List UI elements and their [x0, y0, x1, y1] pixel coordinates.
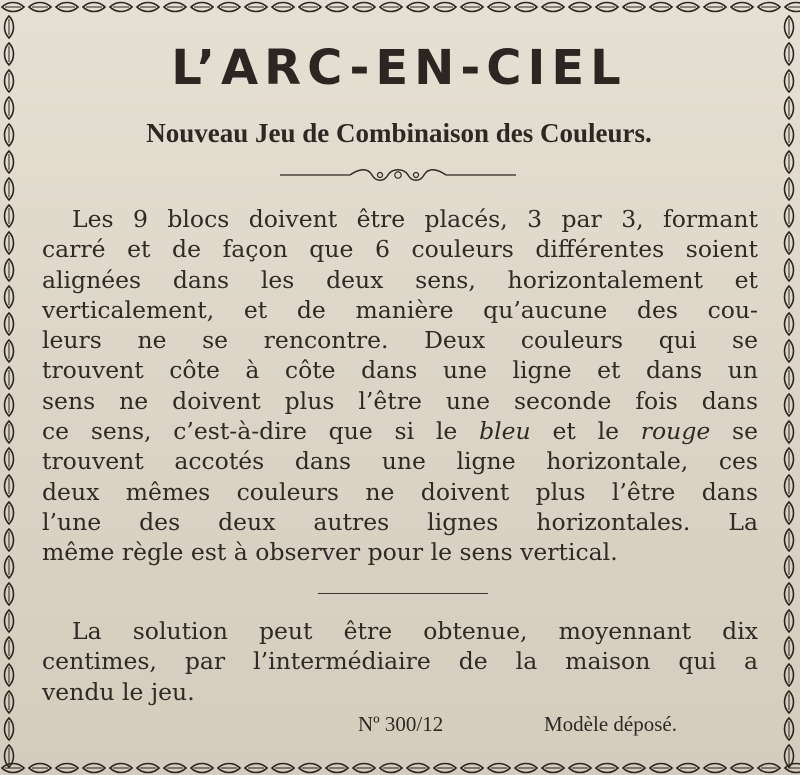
rules-line: trouvent accotés dans une ligne horizontale, ces	[42, 447, 758, 476]
border-leaf	[785, 16, 794, 38]
rules-line: sens ne doivent plus l’être une seconde fois dans	[42, 386, 758, 415]
border-leaf	[785, 178, 794, 200]
color-word-bleu: bleu	[479, 417, 531, 446]
border-leaf	[110, 764, 132, 773]
border-leaf	[569, 764, 591, 773]
border-leaf	[785, 205, 794, 227]
border-leaf	[5, 664, 14, 686]
border-leaf	[5, 43, 14, 65]
border-leaf	[5, 97, 14, 119]
border-leaf	[731, 764, 753, 773]
rules-line: leurs ne se rencontre. Deux couleurs qui se	[42, 326, 758, 355]
border-leaf	[56, 3, 78, 12]
document-subtitle: Nouveau Jeu de Combinaison des Couleurs.	[146, 118, 652, 148]
rules-paragraph	[42, 204, 758, 568]
border-leaf	[785, 232, 794, 254]
border-leaf	[164, 764, 186, 773]
border-leaf	[5, 286, 14, 308]
border-leaf	[785, 745, 794, 767]
solution-line: vendu le jeu.	[42, 677, 195, 706]
border-leaf	[5, 529, 14, 551]
border-leaf	[785, 286, 794, 308]
color-word-rouge: rouge	[640, 417, 711, 446]
border-leaf	[5, 610, 14, 632]
border-leaf	[218, 764, 240, 773]
border-leaf	[5, 745, 14, 767]
border-leaf	[272, 764, 294, 773]
border-leaf	[299, 3, 321, 12]
border-leaf	[596, 764, 618, 773]
border-leaf	[461, 764, 483, 773]
border-leaf	[353, 764, 375, 773]
border-leaf	[2, 3, 24, 12]
border-leaf	[785, 556, 794, 578]
border-leaf	[29, 3, 51, 12]
border-leaf	[5, 259, 14, 281]
flourish-ornament	[280, 165, 516, 185]
border-leaf	[785, 151, 794, 173]
solution-paragraph	[42, 616, 758, 707]
border-leaf	[704, 3, 726, 12]
border-leaf	[5, 448, 14, 470]
border-leaf	[515, 764, 537, 773]
border-leaf	[407, 3, 429, 12]
border-leaf	[785, 448, 794, 470]
border-leaf	[488, 764, 510, 773]
border-leaf	[137, 764, 159, 773]
border-leaf	[515, 3, 537, 12]
document-title: L’ARC-EN-CIEL	[171, 40, 627, 96]
border-right	[785, 16, 794, 767]
border-leaf	[29, 764, 51, 773]
border-leaf	[488, 3, 510, 12]
border-leaf	[5, 16, 14, 38]
border-leaf	[83, 764, 105, 773]
border-leaf	[407, 764, 429, 773]
border-leaf	[650, 3, 672, 12]
border-leaf	[434, 3, 456, 12]
border-leaf	[623, 764, 645, 773]
border-leaf	[272, 3, 294, 12]
border-leaf	[623, 3, 645, 12]
border-leaf	[164, 3, 186, 12]
border-leaf	[785, 313, 794, 335]
border-leaf	[650, 764, 672, 773]
border-leaf	[785, 394, 794, 416]
border-leaf	[5, 394, 14, 416]
border-leaf	[785, 97, 794, 119]
border-leaf	[5, 124, 14, 146]
border-left	[5, 16, 14, 767]
border-top	[2, 3, 800, 12]
border-leaf	[785, 583, 794, 605]
border-leaf	[677, 3, 699, 12]
border-leaf	[785, 124, 794, 146]
border-leaf	[5, 691, 14, 713]
border-leaf	[5, 70, 14, 92]
rules-line: trouvent côte à côte dans une ligne et dans un	[42, 356, 758, 385]
border-leaf	[785, 529, 794, 551]
border-leaf	[785, 3, 800, 12]
border-leaf	[785, 340, 794, 362]
border-leaf	[380, 3, 402, 12]
rules-text: ce sens, c’est-à-dire que si le	[42, 417, 480, 446]
border-leaf	[704, 764, 726, 773]
border-leaf	[5, 205, 14, 227]
registered-design-note: Modèle déposé.	[544, 712, 677, 736]
rules-line: même règle est à observer pour le sens vertical.	[42, 538, 618, 567]
border-leaf	[5, 637, 14, 659]
border-leaf	[785, 475, 794, 497]
solution-line: centimes, par l’intermédiaire de la maison qui a	[42, 647, 758, 676]
solution-line: La solution peut être obtenue, moyennant dix	[72, 617, 758, 645]
border-leaf	[785, 502, 794, 524]
border-leaf	[5, 313, 14, 335]
rules-line: verticalement, et de manière qu’aucune des cou-	[42, 295, 758, 324]
border-leaf	[785, 664, 794, 686]
border-leaf	[785, 367, 794, 389]
border-leaf	[380, 764, 402, 773]
section-divider	[318, 593, 488, 594]
border-leaf	[5, 556, 14, 578]
border-leaf	[785, 637, 794, 659]
border-leaf	[110, 3, 132, 12]
border-bottom	[2, 764, 800, 773]
border-leaf	[218, 3, 240, 12]
border-leaf	[434, 764, 456, 773]
border-leaf	[191, 764, 213, 773]
rules-line-with-colors	[42, 416, 758, 446]
border-leaf	[785, 43, 794, 65]
border-leaf	[596, 3, 618, 12]
rules-line: deux mêmes couleurs ne doivent plus l’être dans	[42, 477, 758, 506]
rules-text: et le	[530, 417, 641, 446]
border-leaf	[461, 3, 483, 12]
border-leaf	[785, 718, 794, 740]
border-leaf	[5, 151, 14, 173]
model-number: Nº 300/12	[358, 712, 444, 736]
border-leaf	[83, 3, 105, 12]
border-leaf	[785, 691, 794, 713]
rules-line: Les 9 blocs doivent être placés, 3 par 3, formant	[72, 205, 758, 233]
border-leaf	[758, 764, 780, 773]
border-leaf	[5, 718, 14, 740]
border-leaf	[785, 421, 794, 443]
border-leaf	[326, 764, 348, 773]
border-leaf	[191, 3, 213, 12]
border-leaf	[785, 70, 794, 92]
border-leaf	[785, 610, 794, 632]
document-content	[38, 22, 760, 760]
border-leaf	[56, 764, 78, 773]
border-leaf	[542, 764, 564, 773]
border-leaf	[758, 3, 780, 12]
border-leaf	[353, 3, 375, 12]
border-leaf	[677, 764, 699, 773]
border-leaf	[326, 3, 348, 12]
border-leaf	[245, 3, 267, 12]
border-leaf	[542, 3, 564, 12]
border-leaf	[299, 764, 321, 773]
rules-line: alignées dans les deux sens, horizontalement et	[42, 265, 758, 294]
rules-line: l’une des deux autres lignes horizontales. La	[42, 507, 758, 536]
border-leaf	[569, 3, 591, 12]
rules-line: carré et de façon que 6 couleurs différentes soient	[42, 235, 758, 264]
border-leaf	[2, 764, 24, 773]
border-leaf	[137, 3, 159, 12]
border-leaf	[5, 178, 14, 200]
border-leaf	[245, 764, 267, 773]
border-leaf	[731, 3, 753, 12]
border-leaf	[5, 475, 14, 497]
border-leaf	[5, 583, 14, 605]
border-leaf	[5, 232, 14, 254]
border-leaf	[5, 340, 14, 362]
border-leaf	[5, 502, 14, 524]
border-leaf	[785, 259, 794, 281]
rules-text: se	[710, 417, 759, 446]
border-leaf	[5, 367, 14, 389]
border-leaf	[5, 421, 14, 443]
